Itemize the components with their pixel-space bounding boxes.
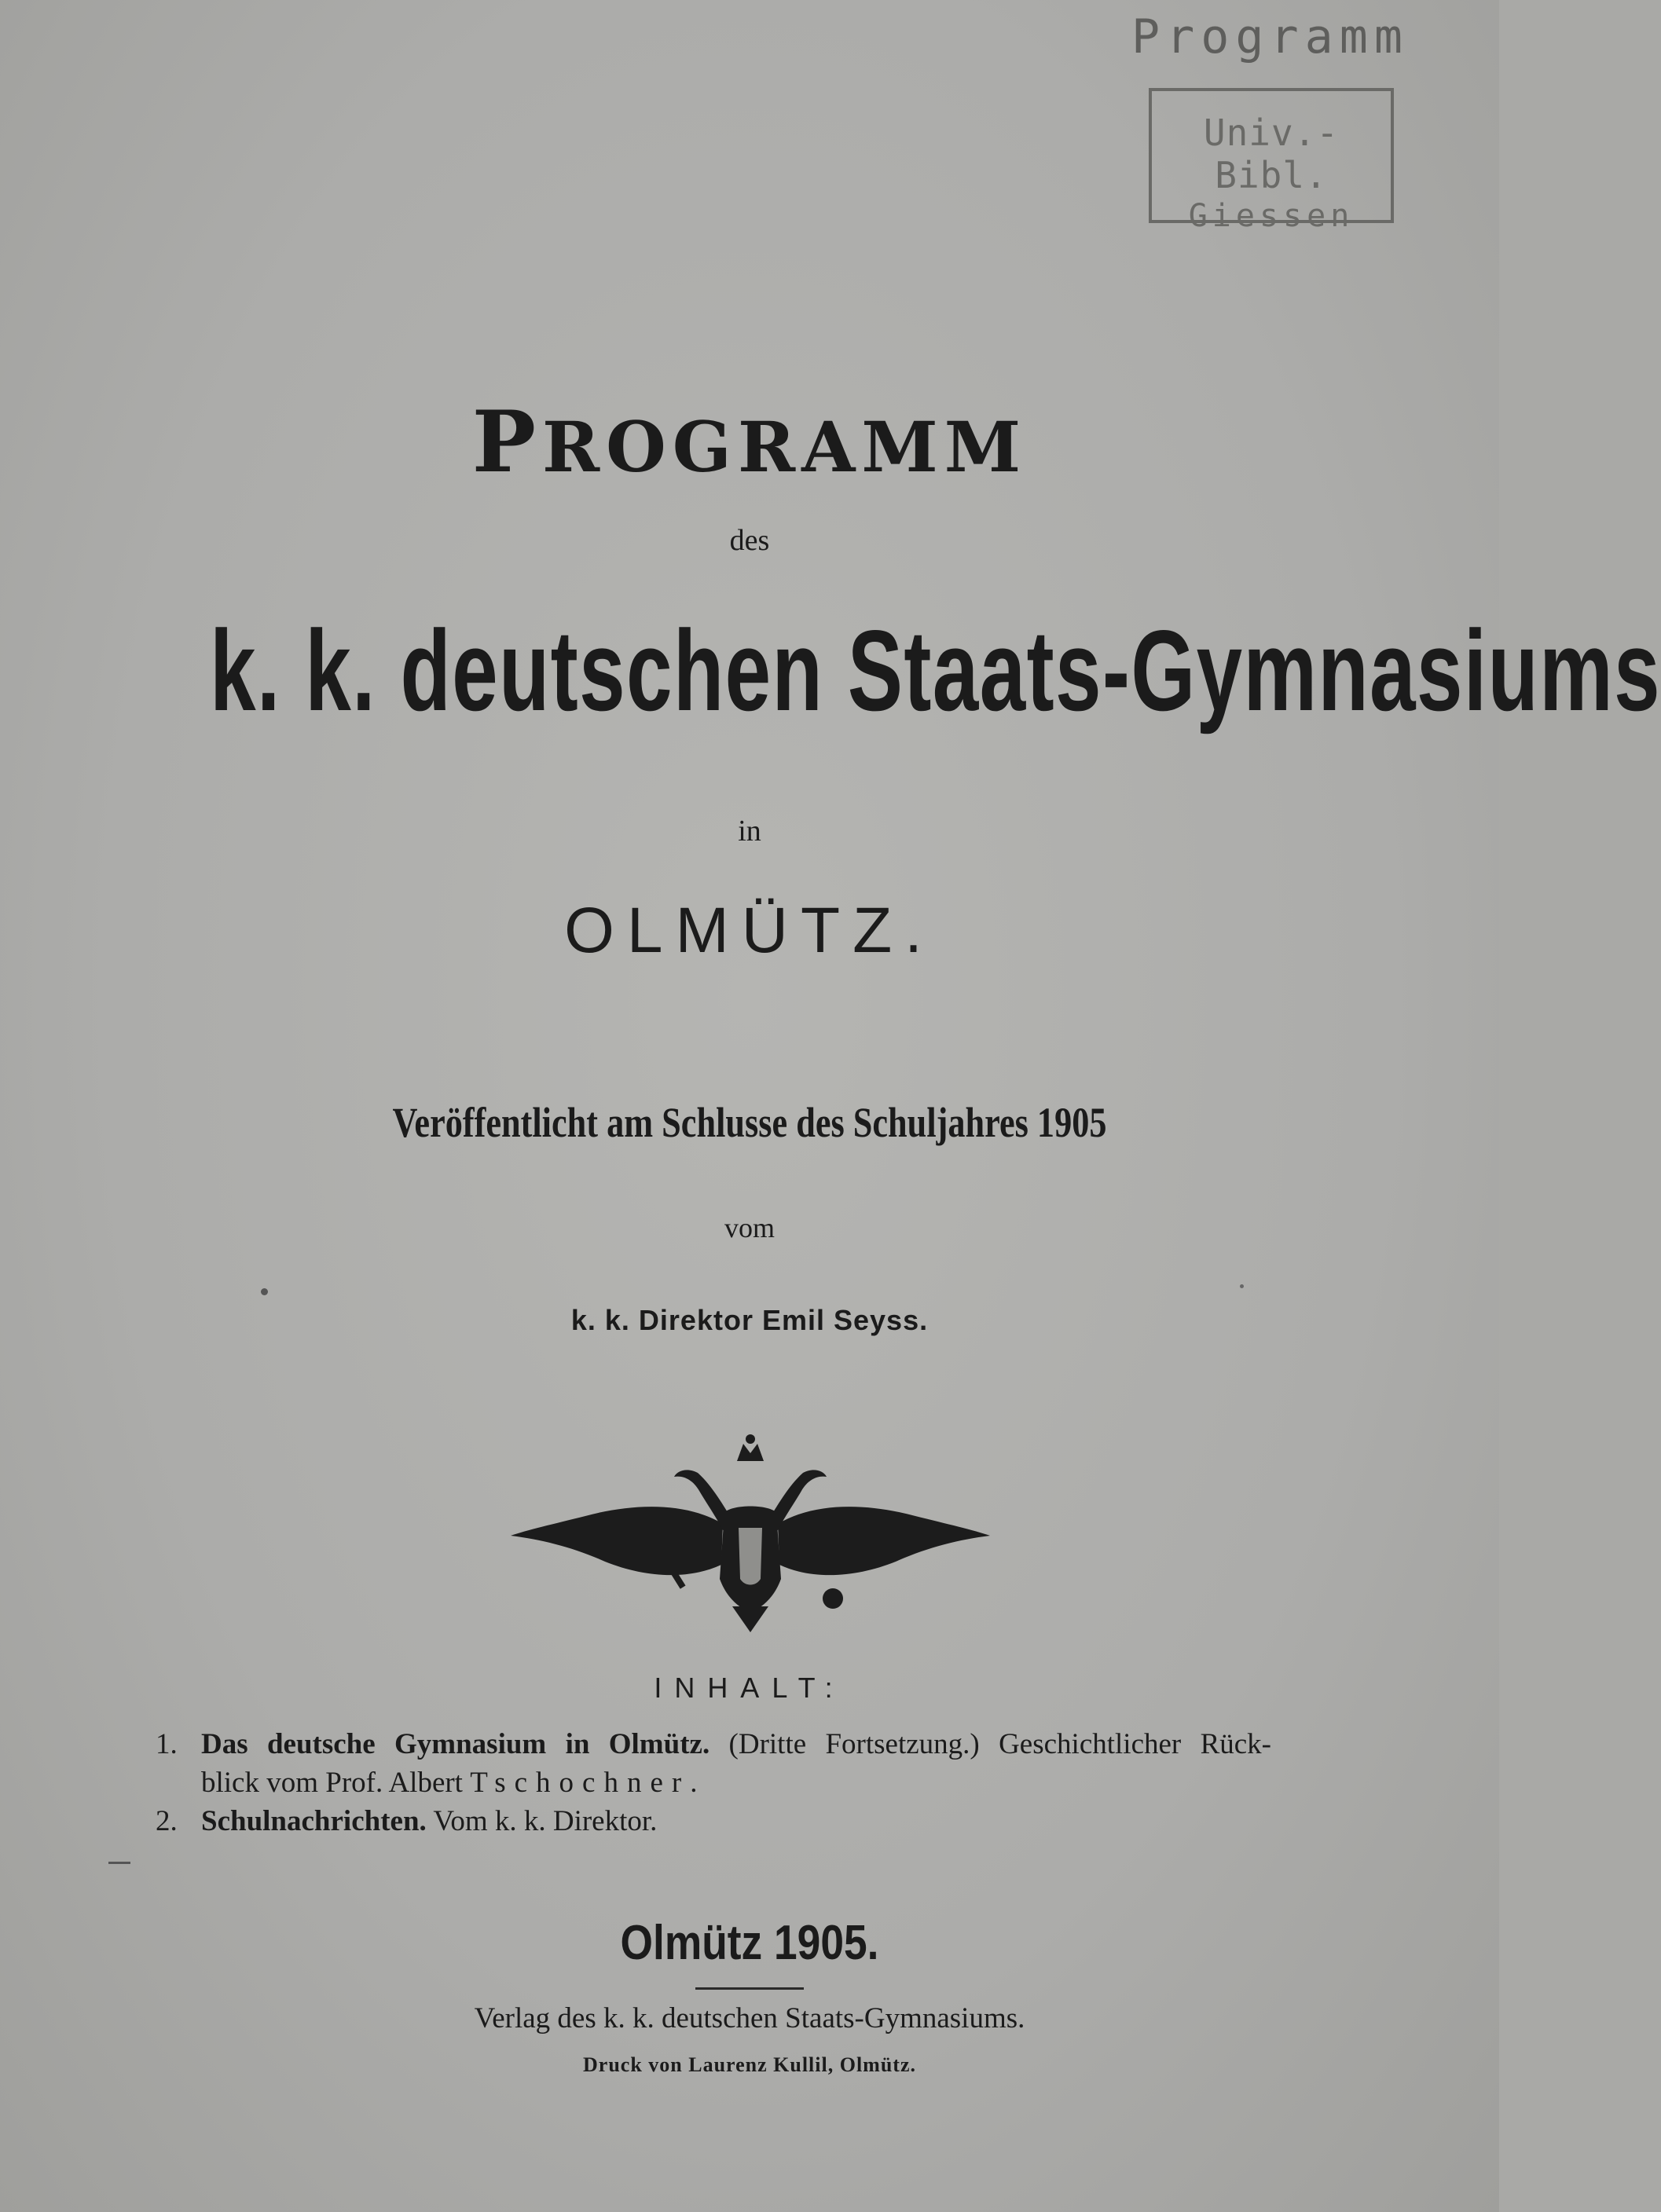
publisher: Verlag des k. k. deutschen Staats-Gymnasiums.	[474, 2002, 1025, 2034]
library-stamp-line2: Giessen	[1188, 198, 1355, 234]
des-text: des	[729, 524, 770, 557]
page-title	[0, 393, 1499, 492]
item-description-cont: blick vom Prof. Albert	[201, 1767, 471, 1799]
item-number: 2.	[156, 1805, 178, 1837]
divider	[695, 1987, 804, 1990]
printer: Druck von Laurenz Kullil, Olmütz.	[583, 2053, 916, 2076]
double-headed-eagle-icon	[511, 1430, 990, 1634]
item-description: (Dritte Fortsetzung.) Geschichtlicher Rück-	[710, 1728, 1271, 1760]
contents-list	[148, 1725, 1271, 1840]
contents-heading: INHALT:	[654, 1672, 845, 1704]
item-punct: .	[690, 1767, 698, 1799]
item-author: Tschochner	[470, 1767, 691, 1799]
city-name: OLMÜTZ.	[564, 895, 935, 966]
item-line	[201, 1767, 697, 1799]
in-text: in	[738, 815, 761, 848]
item-line	[201, 1725, 1271, 1763]
paper-speck	[1240, 1284, 1244, 1288]
library-stamp	[1149, 88, 1394, 234]
item-description: Vom k. k. Direktor.	[426, 1805, 658, 1837]
title-rest: ROGRAMM	[542, 406, 1028, 488]
item-title: Schulnachrichten.	[201, 1805, 427, 1837]
vom-text: vom	[724, 1212, 775, 1243]
publication-note: Veröffentlicht am Schlusse des Schuljahres 1905	[392, 1099, 1107, 1146]
item-number: 1.	[156, 1728, 178, 1760]
item-title: Das deutsche Gymnasium in Olmütz.	[201, 1728, 710, 1760]
paper-mark	[108, 1862, 130, 1864]
programm-stamp: Programm	[1131, 9, 1409, 64]
item-line	[201, 1805, 657, 1837]
director-name: k. k. Direktor Emil Seyss.	[570, 1304, 929, 1336]
title-initial: P	[471, 393, 543, 492]
contents-item	[148, 1725, 1271, 1802]
library-stamp-line1: Univ.-Bibl.	[1203, 112, 1340, 196]
contents-item	[148, 1802, 1271, 1840]
paper-speck	[261, 1288, 268, 1295]
school-name: k. k. deutschen Staats-Gymnasiums	[210, 606, 1661, 734]
imprint-place-year: Olmütz 1905.	[620, 1916, 879, 1970]
